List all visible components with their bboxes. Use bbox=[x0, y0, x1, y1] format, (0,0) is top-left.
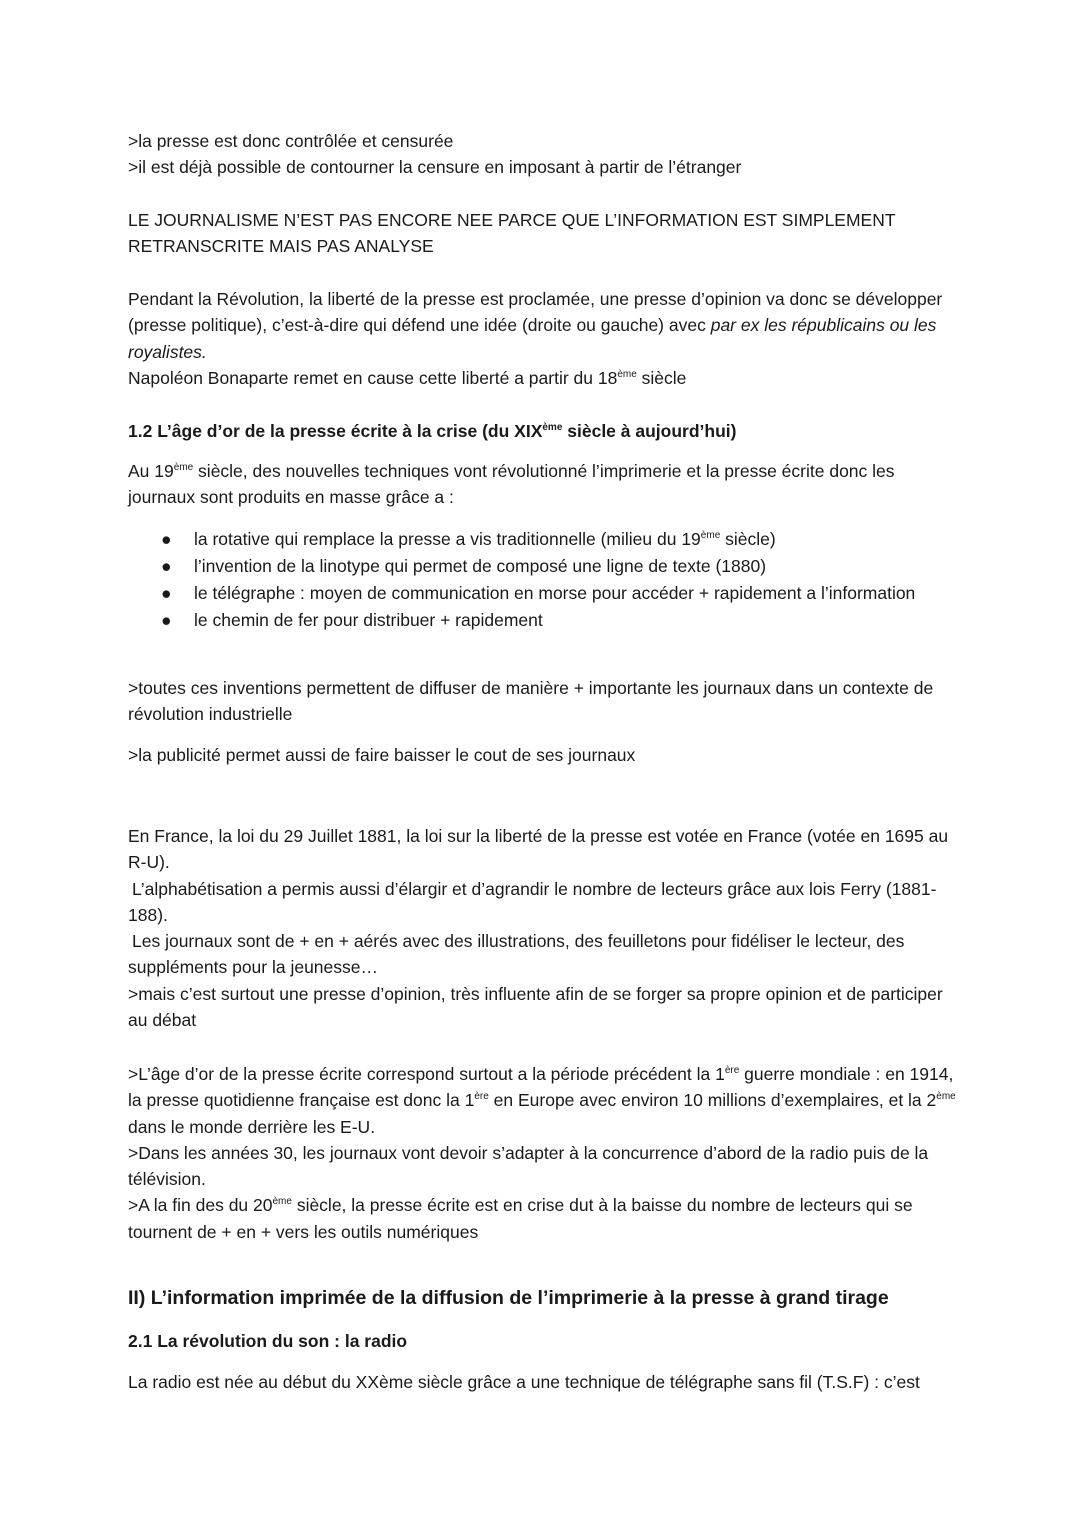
superscript: ème bbox=[617, 368, 637, 380]
text: l’invention de la linotype qui permet de composé une ligne de texte (1880) bbox=[194, 556, 767, 576]
line: L’alphabétisation a permis aussi d’élargir et d’agrandir le nombre de lecteurs grâce aux lois Ferry (1881-188). bbox=[128, 878, 937, 925]
list-item: ● la rotative qui remplace la presse a vis traditionnelle (milieu du 19ème siècle) bbox=[161, 529, 776, 549]
text: siècle bbox=[636, 367, 687, 388]
section-heading-2-1: 2.1 La révolution du son : la radio bbox=[128, 1331, 408, 1351]
inventions-list bbox=[128, 526, 958, 634]
text: Napoléon Bonaparte remet en cause cette liberté a partir du 18 bbox=[128, 367, 618, 388]
line: Les journaux sont de + en + aérés avec des illustrations, des feuilletons pour fidéliser le lecteur, des suppléments pour la jeunesse… bbox=[128, 931, 905, 978]
line: RETRANSCRITE MAIS PAS ANALYSE bbox=[128, 236, 434, 257]
list-item: ● le télégraphe : moyen de communication en morse pour accéder + rapidement a l’information bbox=[161, 583, 916, 603]
line: >mais c’est surtout une presse d’opinion, très influente afin de se forger sa propre opinion et de participer au débat bbox=[128, 983, 943, 1031]
text: le chemin de fer pour distribuer + rapidement bbox=[194, 610, 543, 630]
text: dans le monde derrière les E-U. bbox=[128, 1116, 376, 1137]
section-heading-2: II) L’information imprimée de la diffusion de l’imprimerie à la presse à grand tirage bbox=[128, 1287, 889, 1309]
heading-text: 1.2 L’âge d’or de la presse écrite à la crise (du XIX bbox=[128, 421, 543, 441]
paragraph-journalism-note bbox=[128, 207, 958, 260]
text: le télégraphe : moyen de communication en morse pour accéder + rapidement a l’information bbox=[194, 583, 916, 603]
superscript: ème bbox=[700, 530, 721, 541]
paragraph-golden-age bbox=[128, 1061, 958, 1245]
paragraph-inventions: >toutes ces inventions permettent de diffuser de manière + importante les journaux dans un contexte de révolution industrielle bbox=[128, 678, 934, 725]
superscript: ème bbox=[936, 1091, 956, 1103]
text: siècle, la presse écrite est en crise dut à la baisse du nombre de lecteurs qui se tournent de + en + vers les outils numériques bbox=[128, 1195, 913, 1242]
paragraph-censorship bbox=[128, 128, 958, 181]
superscript: ème bbox=[542, 422, 563, 433]
text: guerre mondiale : en 1914, la presse quotidienne française est donc la 1 bbox=[128, 1064, 954, 1111]
text: Au 19 bbox=[128, 461, 174, 481]
line: En France, la loi du 29 Juillet 1881, la loi sur la liberté de la presse est votée en France (votée en 1695 au R-U). bbox=[128, 826, 949, 873]
text: siècle, des nouvelles techniques vont révolutionné l’imprimerie et la presse écrite donc les journaux sont produits en masse grâce a : bbox=[128, 461, 895, 508]
text: >L’âge d’or de la presse écrite correspond surtout a la période précédent la 1 bbox=[128, 1064, 725, 1084]
text: >Dans les années 30, les journaux vont devoir s’adapter à la concurrence d’abord de la radio puis de la télévision. bbox=[128, 1142, 929, 1190]
line: LE JOURNALISME N’EST PAS ENCORE NEE PARCE QUE L’INFORMATION EST SIMPLEMENT bbox=[128, 210, 896, 230]
text: la rotative qui remplace la presse a vis traditionnelle (milieu du 19 bbox=[194, 529, 701, 549]
superscript: ère bbox=[724, 1065, 740, 1076]
superscript: ème bbox=[173, 462, 194, 473]
text: Pendant la Révolution, la liberté de la presse est proclamée, une presse d’opinion va donc se développer (presse politique), c’est-à-dire qui défend une idée (droite ou gauche) avec bbox=[128, 289, 943, 336]
paragraph-revolution bbox=[128, 286, 958, 391]
text: siècle) bbox=[720, 529, 776, 549]
section-heading-1-2 bbox=[128, 418, 958, 444]
paragraph-radio: La radio est née au début du XXème siècle grâce a une technique de télégraphe sans fil (T.S.F) : c’est bbox=[128, 1372, 920, 1392]
paragraph-law-1881 bbox=[128, 823, 958, 1033]
paragraph-19th-century bbox=[128, 458, 958, 511]
heading-text: siècle à aujourd’hui) bbox=[562, 421, 737, 441]
text: en Europe avec environ 10 millions d’exemplaires, et la 2 bbox=[488, 1090, 937, 1111]
superscript: ère bbox=[474, 1091, 489, 1103]
paragraph-advertising: >la publicité permet aussi de faire baisser le cout de ses journaux bbox=[128, 745, 636, 765]
line: >il est déjà possible de contourner la censure en imposant à partir de l’étranger bbox=[128, 157, 742, 178]
italic-text: par ex les républicains ou les royalistes. bbox=[128, 315, 937, 362]
line: >la presse est donc contrôlée et censurée bbox=[128, 131, 454, 151]
superscript: ème bbox=[272, 1196, 292, 1208]
list-item: ● l’invention de la linotype qui permet de composé une ligne de texte (1880) bbox=[161, 556, 767, 576]
text: >A la fin des du 20 bbox=[128, 1195, 273, 1216]
list-item: ● le chemin de fer pour distribuer + rapidement bbox=[161, 610, 543, 630]
